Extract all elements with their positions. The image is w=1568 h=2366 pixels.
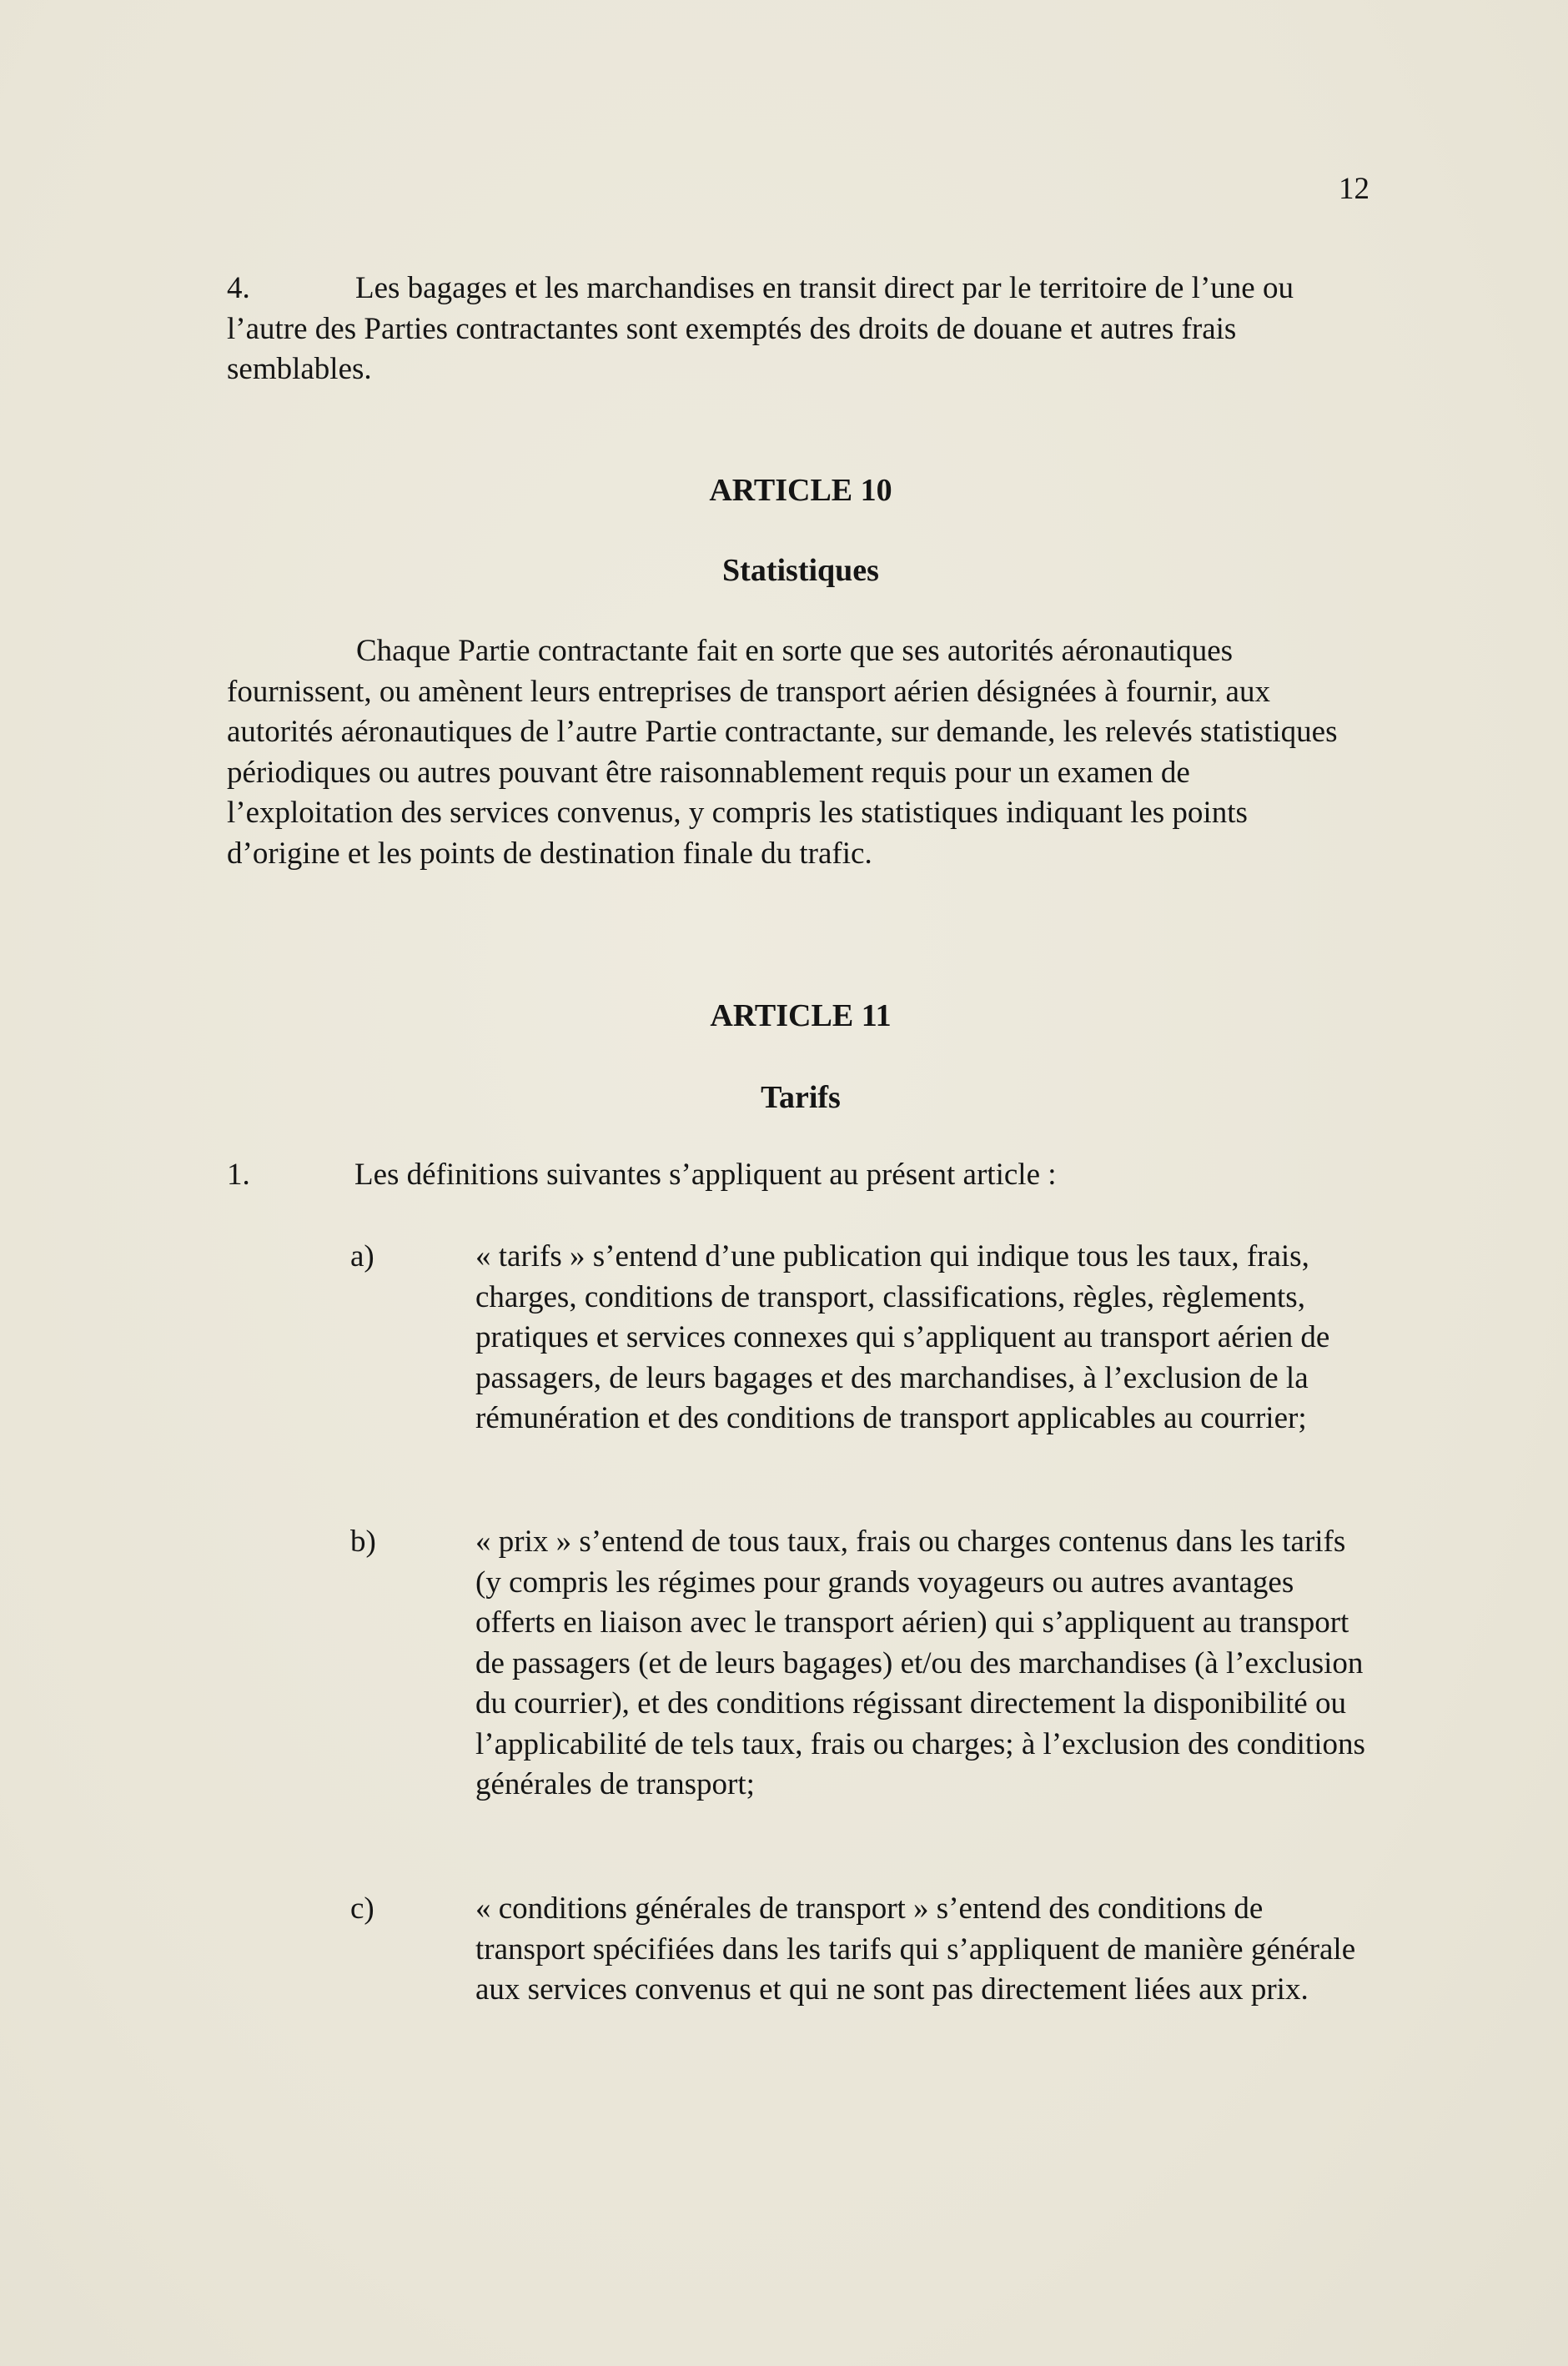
section-4-paragraph: [227, 269, 1353, 390]
article-11-heading: ARTICLE 11: [710, 998, 892, 1033]
item-1-text: Les définitions suivantes s’appliquent au présent article :: [354, 1158, 1057, 1192]
definition-a-letter: a): [350, 1239, 374, 1273]
article-10-subheading: Statistiques: [722, 553, 879, 588]
section-4-text: Les bagages et les marchandises en transit direct par le territoire de l’une ou l’autre des Parties contractantes sont exemptés des droits de douane et autres frais semblables.: [227, 271, 1294, 386]
item-1-number: 1.: [227, 1158, 250, 1192]
page-number: 12: [1339, 172, 1369, 206]
article-10-heading: ARTICLE 10: [709, 473, 892, 508]
definition-a-text: « tarifs » s’entend d’une publication qui indique tous les taux, frais, charges, conditions de transport, classifications, règles, règlements, pratiques et services connexes qui s’appliquent au transport aérien de passagers, de leurs bagages et des marchandises, à l’exclusion de la rémunération et des conditions de transport applicables au courrier;: [475, 1239, 1330, 1435]
article-11-subheading: Tarifs: [761, 1080, 841, 1115]
definition-b-text: « prix » s’entend de tous taux, frais ou charges contenus dans les tarifs (y compris les régimes pour grands voyageurs ou autres avantages offerts en liaison avec le transport aérien) qui s’appliquent au transport de passagers (et de leurs bagages) et/ou des marchandises (à l’exclusion du courrier), et des conditions régissant directement la disponibilité ou l’applicabilité de tels taux, frais ou charges; à l’exclusion des conditions générales de transport;: [475, 1525, 1365, 1801]
definition-b-letter: b): [350, 1525, 376, 1559]
definition-c-text: « conditions générales de transport » s’entend des conditions de transport spécifiées dans les tarifs qui s’appliquent de manière générale aux services convenus et qui ne sont pas directement liées aux prix.: [475, 1891, 1356, 2007]
definition-c-letter: c): [350, 1891, 374, 1926]
article-10-paragraph: Chaque Partie contractante fait en sorte que ses autorités aéronautiques fournissent, ou amènent leurs entreprises de transport aérien désignées à fournir, aux autorités aéronautiques de l’autre Partie contractante, sur demande, les relevés statistiques périodiques ou autres pouvant être raisonnablement requis pour un examen de l’exploitation des services convenus, y compris les statistiques indiquant les points d’origine et les points de destination finale du trafic.: [227, 634, 1338, 871]
section-4-number: 4.: [227, 271, 250, 305]
